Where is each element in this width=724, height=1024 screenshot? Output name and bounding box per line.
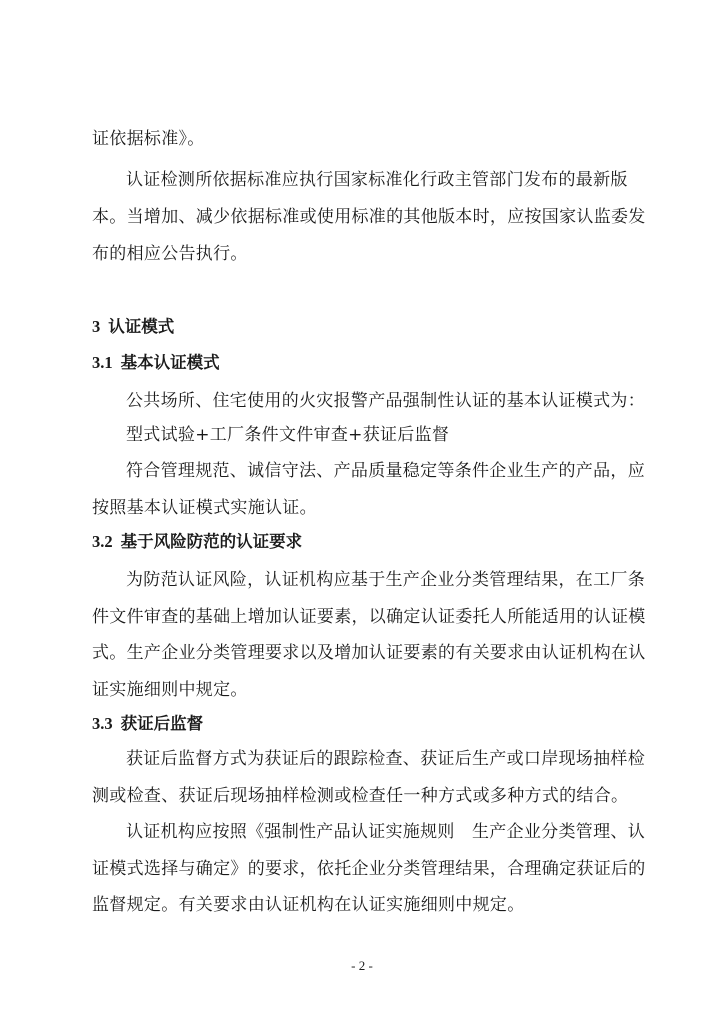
paragraph-line: 布的相应公告执行。 <box>92 244 248 264</box>
paragraph-line: 认证机构应按照《强制性产品认证实施规则 生产企业分类管理、认 <box>126 822 645 842</box>
subsection-title: 获证后监督 <box>120 714 204 733</box>
subsection-heading <box>92 531 302 553</box>
page-number: - 2 - <box>351 958 373 973</box>
paragraph-line: 件文件审查的基础上增加认证要素，以确定认证委托人所能适用的认证模 <box>92 607 646 627</box>
paragraph-line: 监督规定。有关要求由认证机构在认证实施细则中规定。 <box>92 895 525 915</box>
subsection-number: 3.1 <box>92 353 113 372</box>
subsection-number: 3.3 <box>92 714 113 733</box>
paragraph-line: 符合管理规范、诚信守法、产品质量稳定等条件企业生产的产品，应 <box>126 461 645 481</box>
subsection-heading <box>92 713 203 735</box>
subsection-title: 基于风险防范的认证要求 <box>120 532 303 551</box>
paragraph-line: 证模式选择与确定》的要求，依托企业分类管理结果，合理确定获证后的 <box>92 859 646 879</box>
subsection-number: 3.2 <box>92 532 113 551</box>
paragraph-line: 获证后监督方式为获证后的跟踪检查、获证后生产或口岸现场抽样检 <box>126 749 645 769</box>
paragraph-line: 本。当增加、减少依据标准或使用标准的其他版本时，应按国家认监委发 <box>92 207 646 227</box>
paragraph-line: 公共场所、住宅使用的火灾报警产品强制性认证的基本认证模式为： <box>126 391 645 411</box>
section-heading <box>92 316 174 338</box>
section-number: 3 <box>92 317 101 336</box>
section-title: 认证模式 <box>108 317 175 336</box>
subsection-title: 基本认证模式 <box>120 353 220 372</box>
paragraph-line: 测或检查、获证后现场抽样检测或检查任一种方式或多种方式的结合。 <box>92 786 629 806</box>
paragraph-line: 型式试验+工厂条件文件审查+获证后监督 <box>126 425 450 445</box>
paragraph-line: 为防范认证风险，认证机构应基于生产企业分类管理结果，在工厂条 <box>126 570 645 590</box>
paragraph-line: 证实施细则中规定。 <box>92 680 248 700</box>
paragraph-line: 认证检测所依据标准应执行国家标准化行政主管部门发布的最新版 <box>126 170 628 190</box>
paragraph-line: 式。生产企业分类管理要求以及增加认证要素的有关要求由认证机构在认 <box>92 643 646 663</box>
subsection-heading <box>92 352 220 374</box>
paragraph-line: 证依据标准》。 <box>92 129 205 149</box>
paragraph-line: 按照基本认证模式实施认证。 <box>92 498 317 518</box>
